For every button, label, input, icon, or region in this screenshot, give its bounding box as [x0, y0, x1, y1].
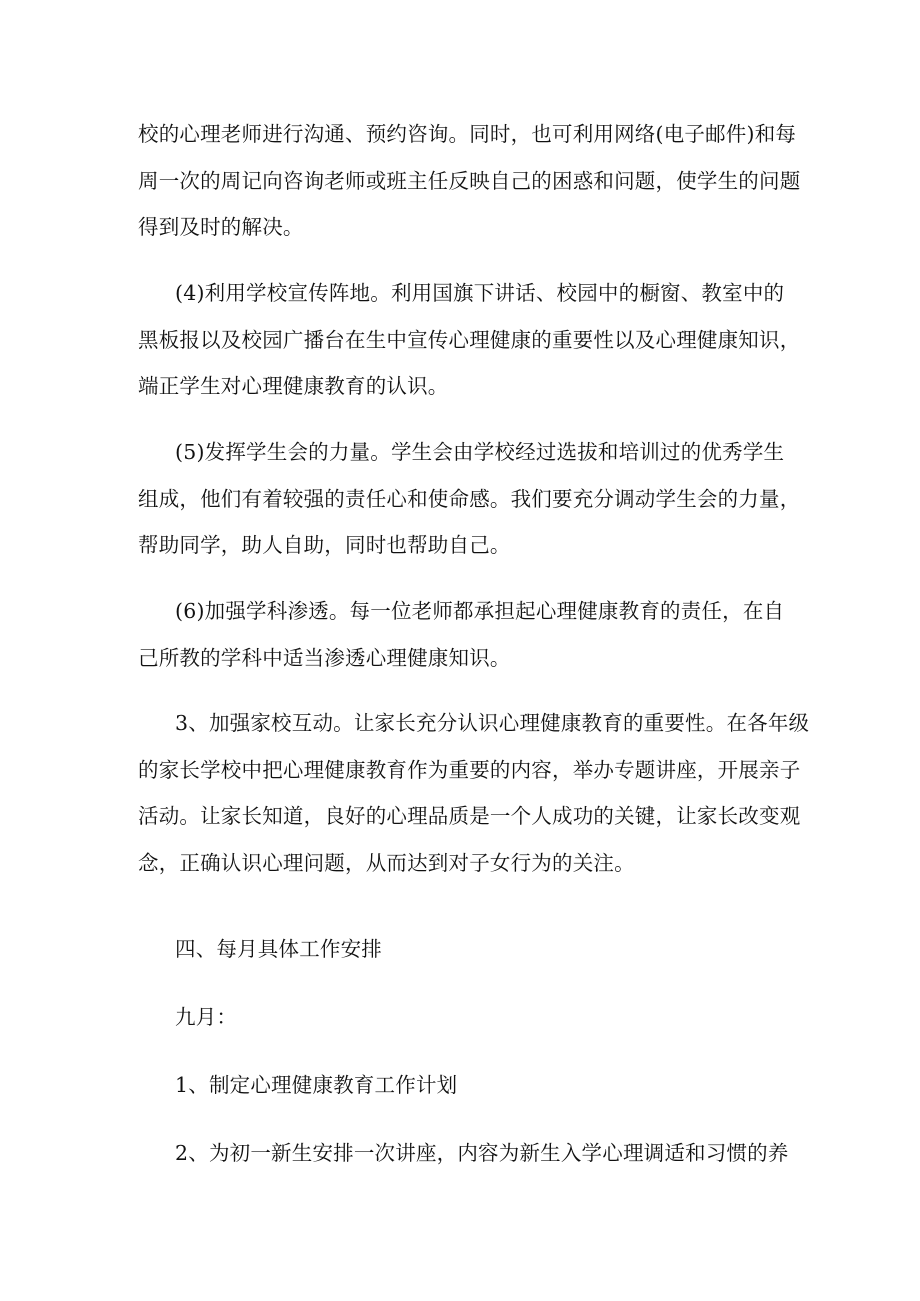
text-line: 己所教的学科中适当渗透心理健康知识。 [138, 645, 511, 670]
text-line: 黑板报以及校园广播台在生中宣传心理健康的重要性以及心理健康知识， [138, 327, 801, 352]
text-line: (4)利用学校宣传阵地。利用国旗下讲话、校园中的橱窗、教室中的 [175, 281, 785, 305]
text-line: 四、每月具体工作安排 [175, 937, 382, 961]
section-heading [138, 926, 780, 973]
text-line: 3、加强家校互动。让家长充分认识心理健康教育的重要性。在各年级 [175, 711, 810, 735]
task-item-2 [138, 1130, 789, 1177]
text-line: 得到及时的解决。 [138, 215, 304, 239]
text-line: 九月： [175, 1005, 238, 1029]
text-line: 周一次的周记向咨询老师或班主任反映自己的困惑和问题，使学生的问题 [138, 168, 801, 193]
text-line: 2、为初一新生安排一次讲座，内容为新生入学心理调适和习惯的养 [175, 1141, 789, 1165]
month-heading [138, 994, 780, 1041]
text-line: 帮助同学，助人自助，同时也帮助自己。 [138, 533, 511, 557]
text-line: 的家长学校中把心理健康教育作为重要的内容，举办专题讲座，开展亲子 [138, 757, 801, 782]
text-line: 念，正确认识心理问题，从而达到对子女行为的关注。 [138, 850, 635, 875]
text-line: 校的心理老师进行沟通、预约咨询。同时，也可利用网络(电子邮件)和每 [138, 122, 797, 146]
text-line: (6)加强学科渗透。每一位老师都承担起心理健康教育的责任，在自 [175, 599, 785, 623]
text-line: 端正学生对心理健康教育的认识。 [138, 374, 449, 398]
text-line: (5)发挥学生会的力量。学生会由学校经过选拔和培训过的优秀学生 [175, 440, 785, 464]
task-item-1 [138, 1062, 780, 1109]
text-line: 1、制定心理健康教育工作计划 [175, 1073, 458, 1097]
paragraph-item-6 [138, 588, 785, 681]
text-line: 活动。让家长知道，良好的心理品质是一个人成功的关键，让家长改变观 [138, 804, 801, 828]
text-line: 组成，他们有着较强的责任心和使命感。我们要充分调动学生会的力量， [138, 486, 801, 511]
paragraph-item-5 [138, 429, 801, 569]
paragraph-item-4 [138, 270, 801, 410]
paragraph-consultation [138, 111, 801, 251]
paragraph-home-school [138, 700, 810, 886]
